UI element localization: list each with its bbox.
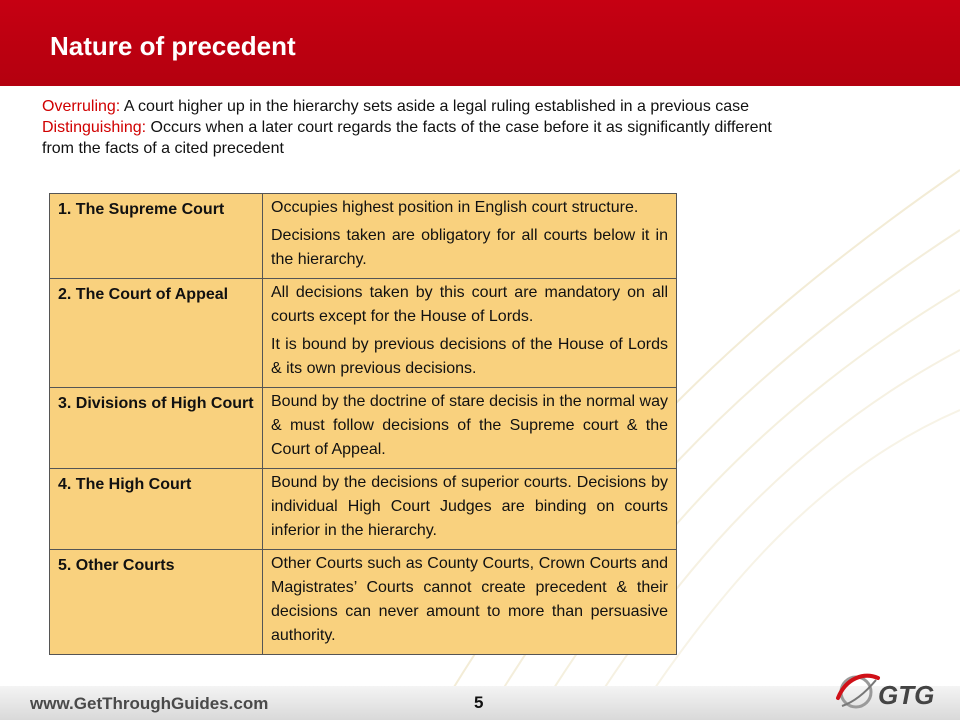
definition-distinguishing (42, 117, 772, 159)
court-description-cell (263, 469, 677, 550)
court-name-cell (50, 550, 263, 655)
court-description-cell (263, 194, 677, 279)
court-description: Bound by the doctrine of stare decisis in the normal way & must follow decisions of the Supreme court & the Court of Appeal. (271, 393, 668, 458)
slide-header (0, 0, 960, 86)
table-row (50, 279, 677, 388)
definition-term: Overruling: (42, 98, 121, 115)
court-description: It is bound by previous decisions of the House of Lords & its own previous decisions. (271, 336, 668, 377)
page-number: 5 (474, 693, 484, 712)
website-link[interactable]: www.GetThroughGuides.com (30, 694, 269, 713)
court-description-cell (263, 279, 677, 388)
gtg-logo (832, 668, 952, 714)
court-name: 4. The High Court (58, 476, 192, 493)
court-name: 5. Other Courts (58, 557, 175, 574)
table-row (50, 469, 677, 550)
court-name: 3. Divisions of High Court (58, 395, 254, 412)
court-description: Other Courts such as County Courts, Crown Courts and Magistrates’ Courts cannot create precedent & their decisions can never amount to more than persuasive authority. (271, 555, 668, 644)
intro-definitions (42, 96, 772, 159)
gtg-logo-icon (832, 668, 882, 714)
table-row (50, 194, 677, 279)
court-description-cell (263, 550, 677, 655)
court-name: 1. The Supreme Court (58, 201, 225, 218)
table-row (50, 388, 677, 469)
slide-footer (0, 686, 960, 720)
court-name-cell (50, 279, 263, 388)
definition-text: Occurs when a later court regards the facts of the case before it as significantly different from the facts of a cited precedent (42, 119, 772, 157)
court-description: All decisions taken by this court are mandatory on all courts except for the House of Lords. (271, 284, 668, 325)
court-name-cell (50, 194, 263, 279)
court-description: Bound by the decisions of superior courts. Decisions by individual High Court Judges are binding on courts inferior in the hierarchy. (271, 474, 668, 539)
court-description: Occupies highest position in English court structure. (271, 199, 639, 216)
court-name-cell (50, 388, 263, 469)
definition-term: Distinguishing: (42, 119, 147, 136)
table-row (50, 550, 677, 655)
court-name: 2. The Court of Appeal (58, 286, 229, 303)
slide-title: Nature of precedent (50, 31, 296, 61)
definition-overruling (42, 96, 772, 117)
definition-text: A court higher up in the hierarchy sets aside a legal ruling established in a previous case (123, 98, 750, 115)
court-hierarchy-table (49, 193, 677, 655)
court-name-cell (50, 469, 263, 550)
logo-text: GTG (878, 680, 935, 710)
court-description: Decisions taken are obligatory for all courts below it in the hierarchy. (271, 227, 668, 268)
court-description-cell (263, 388, 677, 469)
